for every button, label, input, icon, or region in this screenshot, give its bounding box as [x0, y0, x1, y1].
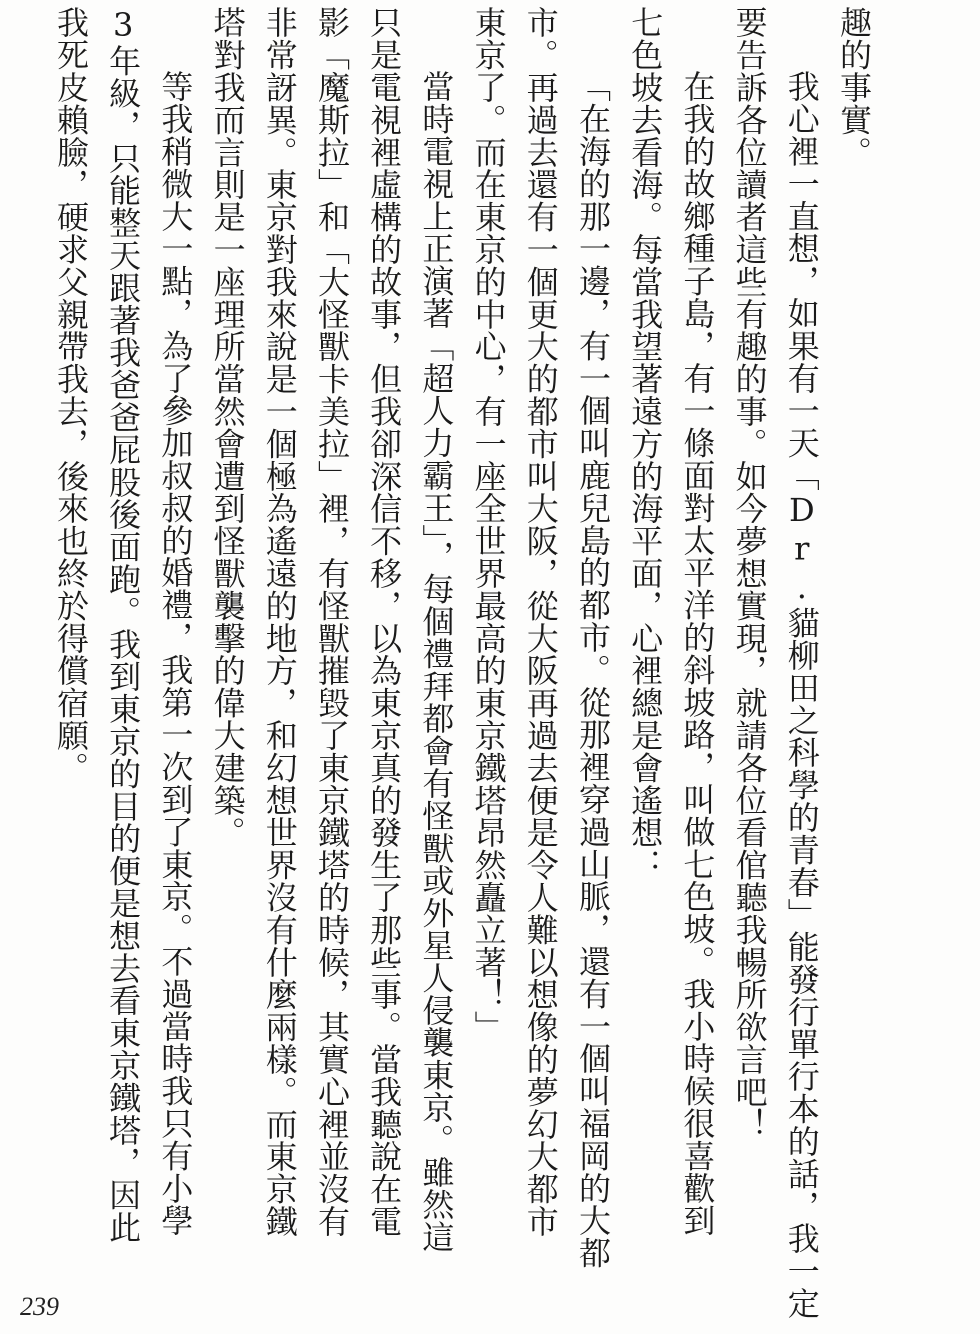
text-column-1: 趣的事實。 [835, 6, 873, 168]
text-column-14: 等我稍微大一點，為了參加叔叔的婚禮，我第一次到了東京。不過當時我只有小學 [156, 70, 195, 1237]
vertical-text-body [45, 6, 880, 1320]
text-column-12: 非常訝異。東京對我來說是一個極為遙遠的地方，和幻想世界沒有什麼兩樣。而東京鐵 [260, 6, 299, 1238]
text-column-5: 七色坡去看海。每當我望著遠方的海平面，心裡總是會遙想： [626, 6, 665, 881]
text-column-8: 東京了。而在東京的中心，有一座全世界最高的東京鐵塔昂然矗立著！」 [469, 6, 508, 1043]
text-column-3: 要告訴各位讀者這些有趣的事。如今夢想實現，就請各位看倌聽我暢所欲言吧！ [730, 6, 769, 1140]
text-column-16: 我死皮賴臉，硬求父親帶我去，後來也終於得償宿願。 [51, 6, 90, 784]
text-column-4: 在我的故鄉種子島，有一條面對太平洋的斜坡路，叫做七色坡。我小時候很喜歡到 [678, 70, 717, 1237]
text-column-13: 塔對我而言則是一座理所當然會遭到怪獸襲擊的偉大建築。 [208, 6, 247, 849]
text-column-7: 市。再過去還有一個更大的都市叫大阪，從大阪再過去便是令人難以想像的夢幻大都市 [521, 6, 560, 1238]
text-column-2: 我心裡一直想，如果有一天「Dr.貓柳田之科學的青春」能發行單行本的話，我一定 [782, 70, 821, 1320]
text-column-11: 影「魔斯拉」和「大怪獸卡美拉」裡，有怪獸摧毀了東京鐵塔的時候，其實心裡並沒有 [312, 6, 351, 1238]
text-column-15: 3年級，只能整天跟著我爸爸屁股後面跑。我到東京的目的便是想去看東京鐵塔，因此 [104, 6, 143, 1244]
text-column-6: 「在海的那一邊，有一個叫鹿兒島的都市。從那裡穿過山脈，還有一個叫福岡的大都 [573, 70, 612, 1269]
page-number: 239 [20, 1292, 59, 1321]
text-column-9: 當時電視上正演著「超人力霸王」，每個禮拜都會有怪獸或外星人侵襲東京。雖然這 [417, 70, 456, 1253]
text-column-10: 只是電視裡虛構的故事，但我卻深信不移，以為東京真的發生了那些事。當我聽說在電 [365, 6, 404, 1238]
